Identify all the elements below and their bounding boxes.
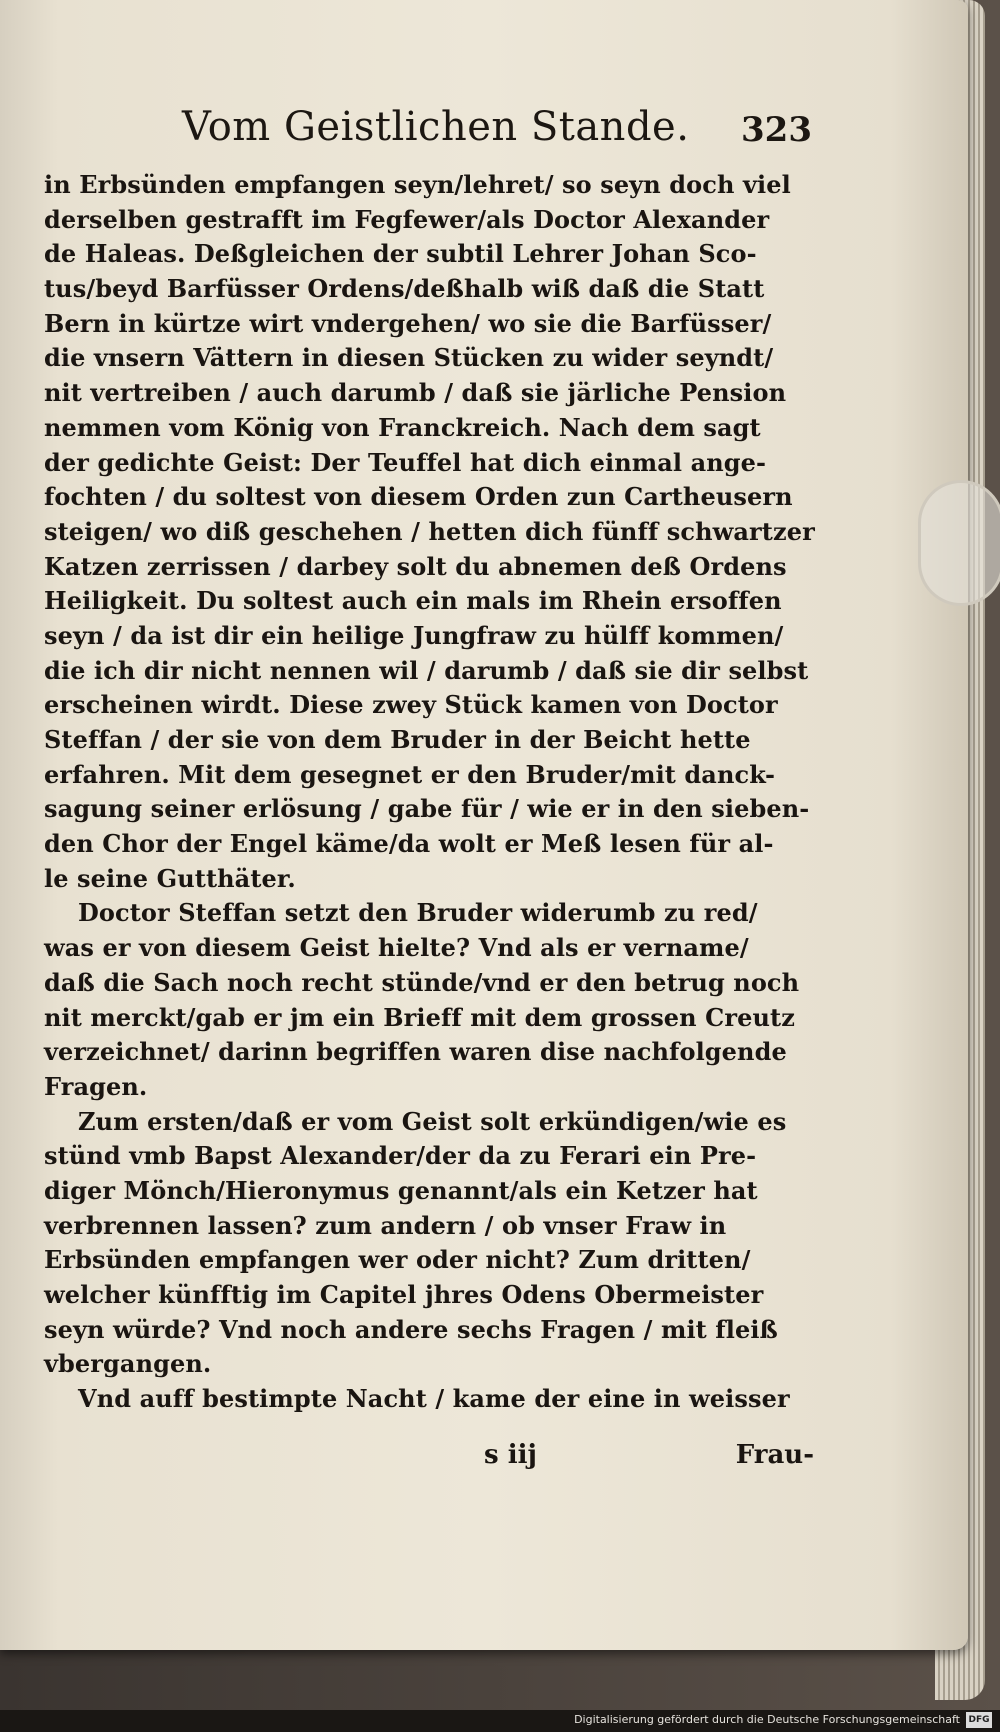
page-header [182, 104, 812, 164]
text-line: verbrennen lassen? zum andern / ob vnser Fraw in [44, 1210, 727, 1240]
text-line: fochten / du soltest von diesem Orden zun Cartheusern [44, 482, 793, 512]
text-line: Fragen. [44, 1071, 148, 1101]
text-line: Heiligkeit. Du soltest auch ein mals im Rhein ersoffen [44, 586, 782, 616]
text-line: Bern in kürtze wirt vndergehen/ wo sie die Barfüsser/ [44, 308, 772, 338]
text-line: sagung seiner erlösung / gabe für / wie er in den sieben- [44, 794, 810, 824]
text-line: Zum ersten/daß er vom Geist solt erkündigen/wie es [78, 1106, 787, 1136]
text-line: Doctor Steffan setzt den Bruder widerumb zu red/ [78, 898, 758, 928]
text-line: Steffan / der sie von dem Bruder in der Beicht hette [44, 725, 751, 754]
text-line: welcher künfftig im Capitel jhres Odens Obermeister [44, 1280, 764, 1309]
text-line: daß die Sach noch recht stünde/vnd er den betrug noch [44, 967, 800, 997]
text-line: derselben gestrafft im Fegfewer/als Doctor Alexander [44, 204, 770, 234]
text-line: steigen/ wo diß geschehen / hetten dich fünff schwartzer [44, 516, 815, 546]
text-line: seyn / da ist dir ein heilige Jungfraw zu hülff kommen/ [44, 620, 784, 650]
signature-mark: s iij [484, 1440, 537, 1470]
text-line: erscheinen wirdt. Diese zwey Stück kamen von Doctor [44, 690, 778, 720]
text-line: stünd vmb Bapst Alexander/der da zu Ferari ein Pre- [44, 1141, 757, 1171]
text-line: Vnd auff bestimpte Nacht / kame der eine in weisser [78, 1384, 790, 1414]
funding-credit: Digitalisierung gefördert durch die Deutsche Forschungsgemeinschaft [574, 1713, 960, 1726]
text-line: verzeichnet/ darinn begriffen waren dise nachfolgende [44, 1037, 787, 1067]
text-line: die vnsern Vättern in diesen Stücken zu wider seyndt/ [44, 343, 774, 373]
text-line: den Chor der Engel käme/da wolt er Meß lesen für al- [44, 829, 774, 859]
text-line: seyn würde? Vnd noch andere sechs Fragen / mit fleiß [44, 1314, 778, 1344]
text-line: tus/beyd Barfüsser Ordens/deßhalb wiß daß die Statt [44, 274, 765, 304]
text-line: diger Mönch/Hieronymus genannt/als ein Ketzer hat [44, 1175, 758, 1205]
page-footer [484, 1440, 814, 1480]
text-line: die ich dir nicht nennen wil / darumb / daß sie dir selbst [44, 655, 809, 685]
body-text [44, 168, 814, 1417]
catchword: Frau- [735, 1440, 814, 1470]
text-line: nemmen vom König von Franckreich. Nach dem sagt [44, 412, 761, 442]
running-title: Vom Geistlichen Stande. [182, 104, 690, 150]
page-clip-tab [918, 480, 1000, 606]
page-number: 323 [741, 110, 812, 150]
text-line: de Haleas. Deßgleichen der subtil Lehrer Johan Sco- [44, 239, 757, 269]
text-line: nit vertreiben / auch darumb / daß sie järliche Pension [44, 378, 787, 408]
text-line: Erbsünden empfangen wer oder nicht? Zum dritten/ [44, 1245, 751, 1275]
text-line: le seine Gutthäter. [44, 863, 296, 893]
text-line: in Erbsünden empfangen seyn/lehret/ so seyn doch viel [44, 170, 791, 199]
credit-bar [0, 1710, 1000, 1732]
dfg-logo-icon: DFG [966, 1712, 992, 1728]
text-line: vbergangen. [44, 1349, 212, 1379]
text-line: was er von diesem Geist hielte? Vnd als er vername/ [44, 933, 749, 963]
text-line: der gedichte Geist: Der Teuffel hat dich einmal ange- [44, 447, 767, 477]
text-line: nit merckt/gab er jm ein Brieff mit dem grossen Creutz [44, 1002, 795, 1032]
text-line: Katzen zerrissen / darbey solt du abnemen deß Ordens [44, 551, 787, 581]
text-line: erfahren. Mit dem gesegnet er den Bruder/mit danck- [44, 759, 776, 789]
